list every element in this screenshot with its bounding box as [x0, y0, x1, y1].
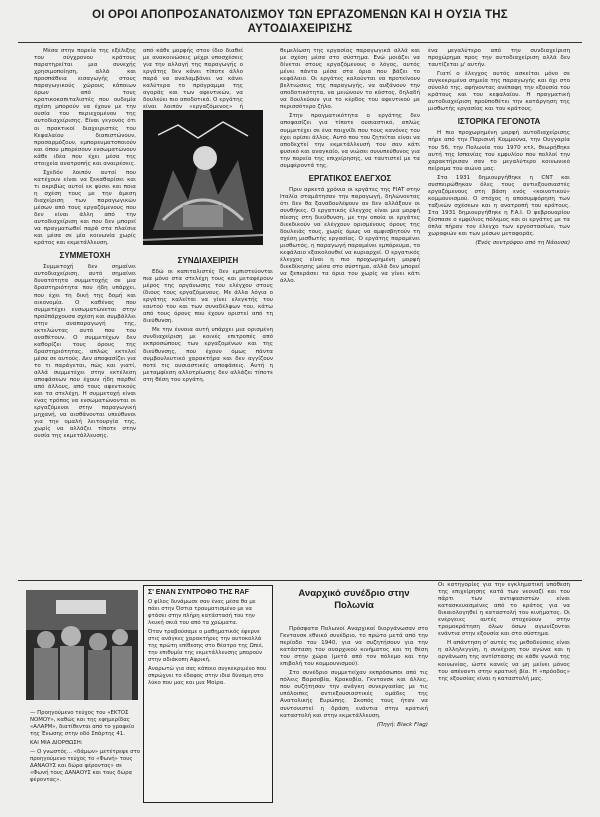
illustration-factory-drawing: [143, 110, 263, 245]
ink-drawing-icon: [143, 110, 263, 245]
raf-box-heading: Σ' ΕΝΑΝ ΣΥΝΤΡΟΦΟ ΤΗΣ RAF: [148, 589, 249, 596]
column-1-paragraph: Σχεδόν λοιπόν αυτοί που κατέχουν είναι να ξεκαθαρίσει και τι ακριβώς αυτοί εκ φύσει και ποια η σχέση τους με την άμεση διαχείριση των παραγωγικών μέσων από τους εργαζόμενους που δεν είναι άλλη από την αυτοδιαχείριση και που δεν μπορεί να πραγματωθεί παρά στα πλαίσια και μέσα σε μία κοινωνία χωρίς κράτος και εκμετάλλευση.: [34, 169, 136, 247]
section-heading-istorika-gegonota: ΙΣΤΟΡΙΚΑ ΓΕΓΟΝΟΤΑ: [457, 117, 541, 127]
title-divider: [18, 42, 582, 43]
caption-line: — Ο γνωστός... «δάμων» μετέτρεψε στο προηγούμενο τεύχος το «Φωνή» τους ΔΑΝΑΟΥΣ και δώρα φέροντας» σε «Φωνή τους ΔΑΝΑΟΥΣ και τους δώρα φέροντας».: [30, 749, 141, 783]
article-poland: [280, 588, 428, 731]
column-4-paragraph: ένα μεγαλύτερο από την συνδιαχείριση προχώρημα προς την αυτοδιαχείριση αλλά δεν ταυτίζεται μ' αυτήν.: [428, 48, 570, 69]
section-heading-syndiacheirisi: ΣΥΝΔΙΑΧΕΙΡΙΣΗ: [177, 256, 239, 265]
raf-box-line: Ο φίλος δυνάμωσε σαν ένας μέσα θα με πάει στην Όστια τραυματισμένο με να φτάσει στην πλήρη κατάστασή του την λευκή σκιά του από τα χρώματα.: [148, 599, 256, 626]
column-4-credit: (Ενός συντρόφου από τη Νάουσα): [475, 240, 570, 247]
column-6: [438, 582, 570, 685]
photo-caption: [30, 710, 142, 786]
bottom-section-divider: [18, 580, 582, 581]
raf-poem-box: [143, 585, 273, 803]
column-2-paragraph: από κάθε μορφής στον ίδιο διαθεί με ανακοινώσεις μέχρι υποσχέσεις για την αλλαγή της παραγωγής ο εργάτης δεν κάνει τίποτε άλλο παρά να αναλαμβάνει να κάνει καλύτερα το πρόγραμμα της αγοράς και των αφεντικών, να δουλεύει πιο αποδοτικά. Ο εργάτης είναι λοιπόν «εργαζόμενος» ή: [143, 48, 243, 111]
photo-crowd-icon: [26, 590, 138, 700]
raf-box-line: Όταν τραβούσαμε ο μαθηματικός έφερνε στις ανάγκες χαρακτήρες την αυτοκολλά της πρώτη επίθεσης στο θέατρο της Ωπιέ, την επιθυμία της εκμετάλλευσης μπορούν στην αδιάκοπη Αφρική.: [148, 629, 264, 663]
column-4-paragraph: Η πιο προχωρημένη μορφή αυτοδιαχείρισης πήρε από την Παρισινή Κομμούνα, την Ουγγαρία του 56, την Πολωνία του 1970 κτλ, θεωρήθηκε αυτή της Ισπανίας του εμφυλίου που πολλοί την χαρακτήρισαν σαν το μεγαλύτερο κοινωνικό πείραμα του αιώνα μας.: [428, 130, 570, 172]
column-6-paragraph: Η απάντηση σ' αυτές τις μεθοδεύσεις είναι η αλληλεγγύη, η συνέχιση του αγώνα και η οργάνωση της αντίστασης σε κάθε γωνιά της κοινωνίας, ώστε κανείς να μη μείνει μόνος του απέναντι στην κρατική βία. Η «πρόοδος» της εξουσίας είναι η καταστολή μας.: [438, 640, 570, 682]
column-2-bottom: [143, 252, 273, 386]
section-heading-ergatikos-elegxos: ΕΡΓΑΤΙΚΟΣ ΕΛΕΓΧΟΣ: [308, 173, 392, 183]
section-heading-symmetochi: ΣΥΜΜΕΤΟΧΗ: [59, 251, 111, 261]
column-3-paragraph: Στην πραγματικότητα ο εργάτης δεν αποφασίζει για τίποτε ουσιαστικό, απλώς συμμετέχει σε ένα παιχνίδι που τους κανόνες του έχει ορίσει άλλος. Αυτό που του ζητείται είναι να αποδεχτεί την εκμετάλλευσή του σαν κάτι φυσικό και αναγκαίο, να νιώσει συνυπεύθυνος για την πορεία της επιχείρησης, να ταυτιστεί με τα συμφέροντά της.: [280, 113, 420, 169]
caption-line: — Προηγούμενο τεύχος του «ΕΚΤΟΣ ΝΟΜΟΥ», καθώς και της εφημερίδας «ΑΛΑΡΜ», διατίθενται από το γραφείο της Ένωσης στην οδό Σπάρτης 41.: [30, 710, 135, 737]
page-title: ΟΙ ΟΡΟΙ ΑΠΟΠΡΟΣΑΝΑΤΟΛΙΣΜΟΥ ΤΩΝ ΕΡΓΑΖΟΜΕΝΩΝ ΚΑΙ Η ΟΥΣΙΑ ΤΗΣ ΑΥΤΟΔΙΑΧΕΙΡΙΣΗΣ: [92, 9, 508, 35]
article-paragraph: Στο συνέδριο συμμετείχαν εκπρόσωποι από τις πόλεις Βαρσοβία, Κρακοβία, Γκντανσκ και άλλες, που συζήτησαν την ανάγκη συνεργασίας με τις υπόλοιπες αντιεξουσιαστικές ομάδες της Ανατολικής Ευρώπης. Σκοπός τους ήταν να συντονιστεί η δράση ενάντια στην κρατική καταστολή και στην εκμετάλλευση.: [280, 670, 428, 719]
article-title: Αναρχικό συνέδριο στην Πολωνία: [298, 588, 410, 611]
column-2-paragraph: Με την έννοια αυτή υπάρχει μια ορισμένη συνδιαχείριση με κοινές επιτροπές από εκπροσώπους των εργαζομένων και της διεύθυνσης, που έχουν όμως πάντα συμβουλευτικό χαρακτήρα και δεν αγγίζουν ποτέ τις ουσιαστικές αποφάσεις. Αυτή η μεταμφίεση αλλοτρίωσης δεν αλλάζει τίποτε στη θέση του εργάτη.: [143, 327, 273, 383]
article-paragraph: Πρόσφατα Πολωνοί Αναρχικοί διοργάνωσαν στο Γκντανσκ εθνικό συνέδριο, το πρώτο μετά από την περίοδο του 1940, για να συζητήσουν για την κατάσταση του αναρχικού κινήματος και τη θέση του στην χώρα (μετά από τον πόλεμο και την επιβολή του κομμουνισμού).: [280, 626, 428, 668]
column-3-paragraph: θεμελίωση της εργασίας παραγωγικά αλλά και με σχέση μέσα στο σύστημα. Ενώ μοιάζει να δίνεται στους εργαζόμενους ο λόγος, αυτός μένει πάντα μέσα στα όρια που βάζει το κεφάλαιο. Οι εργάτες καλούνται να προτείνουν βελτιώσεις της παραγωγής, να αυξάνουν την αποδοτικότητα, να μειώνουν το κόστος, δηλαδή να δουλεύουν για το κέρδος του αφεντικού με περισσότερο ζήλο.: [280, 48, 420, 111]
caption-line: ΚΑΙ ΜΙΑ ΔΙΟΡΘΩΣΗ:: [30, 740, 83, 746]
photo-crowd: [26, 590, 138, 700]
column-4-paragraph: Γιατί ο έλεγχος αυτός ασκείται μόνο σε συγκεκριμένα σημεία της παραγωγής και όχι στο σύνολό της, αφήνοντας ανέπαφη την εξουσία του κράτους και του κεφαλαίου. Η πραγματική αυτοδιαχείριση προϋποθέτει την κατάργηση της μισθωτής εργασίας και του κράτους.: [428, 71, 570, 113]
column-3-paragraph: Πριν αρκετά χρόνια οι εργάτες της FIAT στην Ιταλία σταμάτησαν την παραγωγή, δηλώνοντας ότι δεν θα ξαναδουλέψουν αν δεν αλλάξουν οι συνθήκες. Ο εργατικός έλεγχος είναι μια μορφή πίεσης στη διεύθυνση, με την οποία οι εργάτες διεκδικούν να ελέγχουν ορισμένους όρους της δουλειάς τους, χωρίς όμως να αμφισβητούν τη σχέση μισθωτής εργασίας. Ο εργάτης παραμένει μισθωτός, η παραγωγή παραμένει εμπόρευμα, το κεφάλαιο εξακολουθεί να κυριαρχεί. Ο εργατικός έλεγχος είναι η πιο προχωρημένη μορφή διεκδίκησης μέσα στο σύστημα, αλλά δεν μπορεί να ξεπεράσει τα όρια του χωρίς να γίνει κάτι άλλο.: [280, 186, 420, 285]
column-2-paragraph: Εδώ οι καπιταλιστές δεν εμπιστεύονται πια μόνο στα στελέχη τους και μεταφέρουν μέρος της οργάνωσης του ελέγχου στους ίδιους τους εργαζόμενους. Με άλλα λόγια ο εργάτης καλείται να γίνει ελεγκτής του εαυτού του και των συναδέλφων του, κάτω από τους όρους που έχουν οριστεί από τη διεύθυνση.: [143, 269, 273, 325]
column-1-paragraph: Μέσα στην πορεία της εξέλιξης του σύγχρονου κράτους παρατηρείται μια συνεχής χρησιμοποίηση, αλλά και προσπάθεια εισαγωγής στους παραγωγικούς χώρους κάποιων όρων από τους κρατικοκαπιταλιστές που ουδεμία σχέση μπορούν να έχουν με την ουσία του περιεχομένου της αυτοδιαχείρισης. Είναι γεγονός ότι οι πρακτικοί διαχειριστές του Κεφαλαίου διαπιστώνουν, προσαρμόζουν, εμπορευματοποιούν και όπου μπορέσουν ενσωματώνουν κάθε ιδέα που έχει μέσα της στοιχεία ανατροπής και αναιρέσεις.: [34, 48, 136, 167]
column-6-paragraph: Οι κατηγορίες για την εγκληματική υπόθεση της επιχείρησης κατά των νεοναζί και του πάρτι των αντιφασιστών είναι κατασκευασμένες από το κράτος για να δικαιολογηθεί η καταστολή του κινήματος. Οι ενέργειες αυτές στοχεύουν στην τρομοκράτηση όλων όσων αγωνίζονται ενάντια στην εξουσία και στο σύστημα.: [438, 582, 570, 638]
column-1-paragraph: Συμμετοχή δεν σημαίνει αυτοδιαχείριση, αυτό σημαίνει δυνατότητα συμμετοχής σε μια δραστηριότητα που ήδη υπάρχει, που έχει τη δική της δομή και οικονομία. Ο καθένας που συμμετέχει ενσωματώνεται στην προϋπάρχουσα σχέση και συμβάλλει στην αναπαραγωγή της, εκτελώντας αυτό που του αναθέτουν. Ο συμμετέχων δεν καθορίζει τους όρους της δραστηριότητας, απλώς εκτελεί μέσα σε αυτούς. Δεν αποφασίζει για το τι παράγεται, πώς και γιατί, αλλά συμμετέχει στην εκτέλεση αποφάσεων που έχουν ήδη παρθεί από άλλους, από τους αφεντικούς και τα στελέχη. Η συμμετοχή είναι ένας τρόπος να ενσωματώνονται οι εργαζόμενοι στην παραγωγική μηχανή, να αισθάνονται υπεύθυνοι για την ομαλή λειτουργία της, χωρίς να αλλάζει τίποτε στην ουσία της εκμετάλλευσης.: [34, 264, 136, 440]
article-credit: (Πηγή: Black Flag): [376, 721, 428, 728]
column-1: [34, 48, 136, 442]
column-4: [428, 48, 570, 249]
column-2-top: [143, 48, 243, 111]
column-4-paragraph: Στα 1931 δημιουργήθηκε η CNT και συσπειρώθηκαν όλες τους αντιεξουσιαστές εργαζόμενους στη βάση ενός «κοινοτικού» κομμουνισμού. Ο στόχος η αποσυμφόρηση των ταξικών σχέσεων και η ανατροπή του κράτους. Στα 1931 δημιουργήθηκε η F.A.I. Ο φεβρουαρίου ξέσπασε ο εμφύλιος πόλεμος και οι εργάτες με τα όπλα πήραν τον έλεγχο των εργοστασίων, των χωραφιών και των μέσων μεταφοράς.: [428, 174, 570, 238]
column-3: [280, 48, 420, 287]
raf-box-line: Αναρωτώ για σας κάποιο συγκεκριμένο που σπρώχνει το έδαφος στην ιδια δύναμη στο λύκο που μας και μια Μοίρα.: [148, 666, 267, 686]
